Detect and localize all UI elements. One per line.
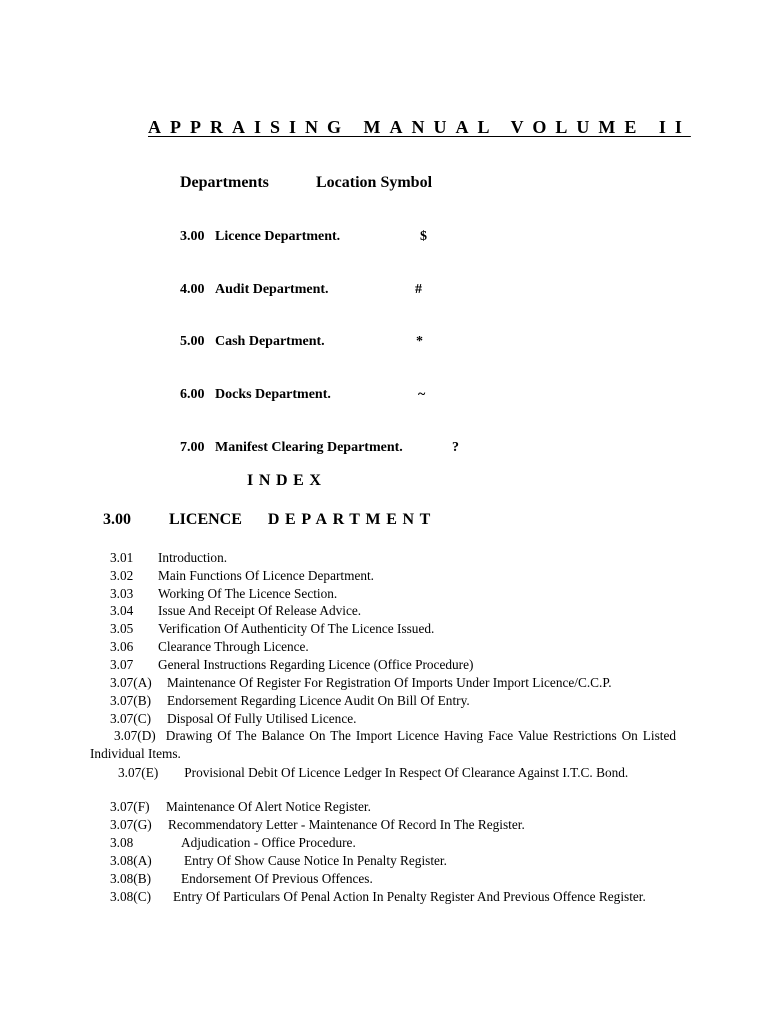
toc-text: Recommendatory Letter - Maintenance Of Record In The Register. [168,817,525,832]
toc-text: Adjudication - Office Procedure. [181,835,356,850]
department-row [180,387,331,403]
department-name: Docks Department. [215,387,331,402]
toc-entry [110,798,371,816]
toc-text: Endorsement Regarding Licence Audit On Bill Of Entry. [167,693,470,708]
department-symbol: ? [452,440,459,455]
toc-number: 3.01 [110,550,134,565]
section-title [169,511,436,529]
toc-text: General Instructions Regarding Licence (Office Procedure) [158,657,474,672]
toc-text: Endorsement Of Previous Offences. [181,871,373,886]
toc-number: 3.08(A) [110,853,152,868]
toc-entry [110,870,373,888]
department-row [180,282,329,298]
toc-entry [90,888,676,906]
toc-number: 3.07(B) [110,693,151,708]
department-name: Cash Department. [215,334,325,349]
department-name: Audit Department. [215,282,329,297]
toc-number: 3.07(A) [110,675,152,690]
section-number: 3.00 [103,511,131,528]
location-symbol-column-header: Location Symbol [316,174,433,191]
toc-text: Verification Of Authenticity Of The Licence Issued. [158,621,435,636]
toc-number: 3.06 [110,639,134,654]
document-title: APPRAISING MANUAL VOLUME II [148,117,691,137]
toc-number: 3.08(C) [110,889,151,904]
toc-number: 3.08(B) [110,871,151,886]
toc-text: Introduction. [158,550,228,565]
toc-entry [110,852,447,870]
department-number: 3.00 [180,229,205,244]
department-name: Licence Department. [215,229,341,244]
toc-entry [110,692,470,710]
toc-entry [110,602,361,620]
toc-number: 3.04 [110,603,134,618]
department-number: 7.00 [180,440,205,455]
departments-column-header: Departments [180,174,269,191]
index-title: INDEX [247,472,327,489]
toc-number: 3.02 [110,568,134,583]
toc-entry [110,834,356,852]
toc-entry [110,620,434,638]
toc-text: Main Functions Of Licence Department. [158,568,375,583]
toc-text: Clearance Through Licence. [158,639,309,654]
toc-number: 3.03 [110,586,134,601]
department-row [180,334,325,350]
toc-text: Provisional Debit Of Licence Ledger In Respect Of Clearance Against I.T.C. Bond. [184,765,629,780]
toc-entry [110,567,374,585]
toc-entry [110,710,356,728]
section-title-word: LICENCE [169,511,242,528]
department-row [180,229,340,245]
toc-text: Maintenance Of Alert Notice Register. [166,799,371,814]
toc-entry [110,585,337,603]
toc-entry [90,764,676,782]
department-symbol: $ [420,229,427,244]
section-title-word: DEPARTMENT [267,511,436,528]
department-number: 6.00 [180,387,205,402]
toc-number: 3.07(C) [110,711,151,726]
toc-entry [110,656,473,674]
toc-number: 3.08 [110,835,134,850]
toc-number: 3.07(F) [110,799,150,814]
department-symbol: ~ [418,387,426,402]
toc-entry [110,638,309,656]
toc-number: 3.07(G) [110,817,152,832]
department-symbol: * [416,334,423,349]
toc-text: Disposal Of Fully Utilised Licence. [167,711,357,726]
toc-text: Working Of The Licence Section. [158,586,338,601]
toc-entry [110,674,612,692]
toc-number: 3.07(E) [118,765,159,780]
toc-entry [110,549,227,567]
toc-text: Issue And Receipt Of Release Advice. [158,603,362,618]
toc-entry [110,816,525,834]
toc-text: Entry Of Particulars Of Penal Action In Penalty Register And Previous Offence Register. [173,889,646,904]
toc-text: Maintenance Of Register For Registration Of Imports Under Import Licence/C.C.P. [167,675,612,690]
department-number: 4.00 [180,282,205,297]
toc-text: Entry Of Show Cause Notice In Penalty Register. [184,853,447,868]
toc-number: 3.05 [110,621,134,636]
toc-number: 3.07(D) [114,728,156,743]
toc-text: Drawing Of The Balance On The Import Licence Having Face Value Restrictions On Listed Individual Items. [90,728,676,761]
department-symbol: # [415,282,422,297]
department-name: Manifest Clearing Department. [215,440,403,455]
department-row [180,440,403,456]
toc-entry [90,727,676,763]
department-number: 5.00 [180,334,205,349]
toc-number: 3.07 [110,657,134,672]
